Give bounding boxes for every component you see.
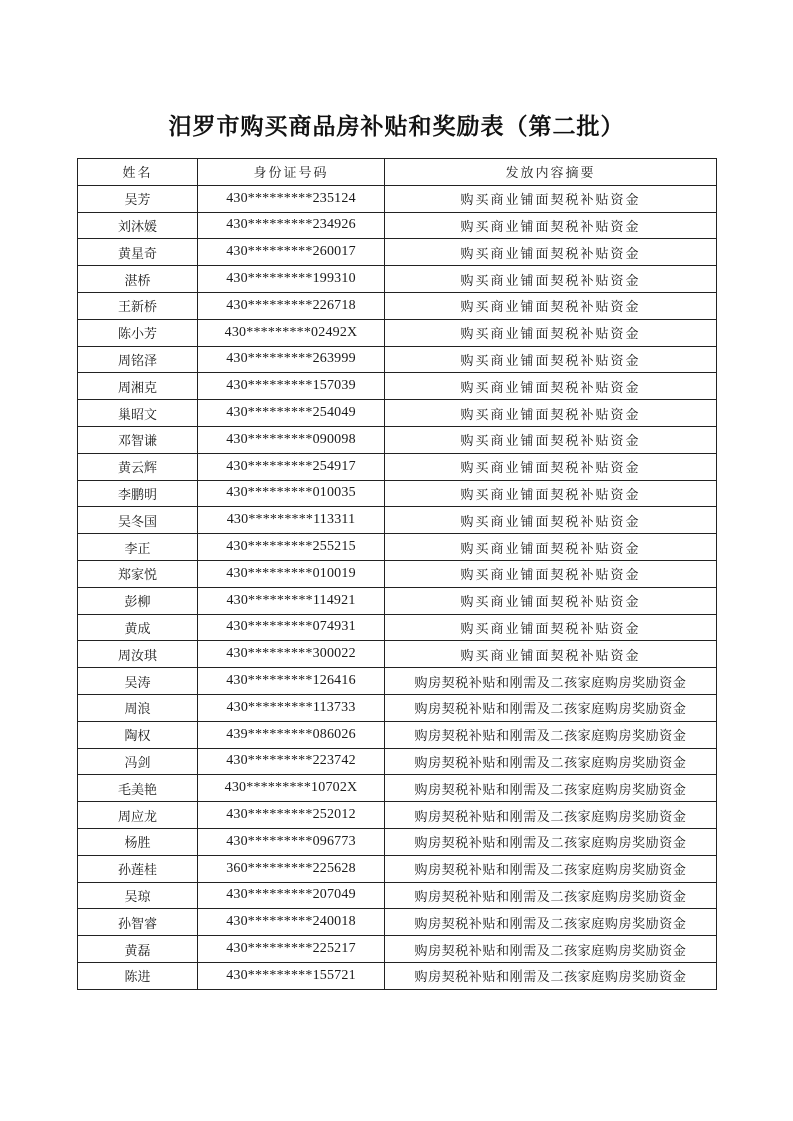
cell-name: 湛桥 [78,266,198,293]
cell-id-number: 430*********207049 [198,882,385,909]
cell-description: 购买商业铺面契税补贴资金 [385,614,717,641]
cell-description: 购买商业铺面契税补贴资金 [385,185,717,212]
cell-id-number: 430*********226718 [198,292,385,319]
cell-name: 邓智谦 [78,426,198,453]
cell-id-number: 430*********114921 [198,587,385,614]
cell-description: 购房契税补贴和刚需及二孩家庭购房奖励资金 [385,694,717,721]
table-row [78,802,717,829]
cell-name: 黄磊 [78,936,198,963]
cell-name: 黄星奇 [78,239,198,266]
cell-description: 购房契税补贴和刚需及二孩家庭购房奖励资金 [385,828,717,855]
cell-name: 刘沐媛 [78,212,198,239]
table-header-row [78,159,717,186]
cell-description: 购买商业铺面契税补贴资金 [385,212,717,239]
table-row [78,292,717,319]
cell-description: 购房契税补贴和刚需及二孩家庭购房奖励资金 [385,802,717,829]
cell-name: 孙智睿 [78,909,198,936]
cell-description: 购买商业铺面契税补贴资金 [385,319,717,346]
table-row [78,721,717,748]
cell-name: 吴涛 [78,668,198,695]
cell-name: 孙莲桂 [78,855,198,882]
cell-id-number: 430*********113733 [198,694,385,721]
cell-name: 黄成 [78,614,198,641]
table-row [78,346,717,373]
cell-name: 陶权 [78,721,198,748]
cell-name: 周铭泽 [78,346,198,373]
cell-description: 购房契税补贴和刚需及二孩家庭购房奖励资金 [385,721,717,748]
column-header-id-number: 身份证号码 [198,159,385,186]
cell-description: 购买商业铺面契税补贴资金 [385,266,717,293]
cell-description: 购房契税补贴和刚需及二孩家庭购房奖励资金 [385,936,717,963]
subsidy-table [77,158,717,990]
table-row [78,453,717,480]
cell-description: 购房契税补贴和刚需及二孩家庭购房奖励资金 [385,855,717,882]
cell-name: 王新桥 [78,292,198,319]
cell-name: 彭柳 [78,587,198,614]
page-title: 汨罗市购买商品房补贴和奖励表（第二批） [168,114,625,140]
cell-id-number: 430*********263999 [198,346,385,373]
cell-name: 吴芳 [78,185,198,212]
cell-id-number: 430*********254917 [198,453,385,480]
cell-id-number: 430*********234926 [198,212,385,239]
cell-name: 周浪 [78,694,198,721]
table-row [78,775,717,802]
cell-id-number: 430*********199310 [198,266,385,293]
cell-description: 购买商业铺面契税补贴资金 [385,480,717,507]
table-row [78,560,717,587]
cell-description: 购买商业铺面契税补贴资金 [385,587,717,614]
table-row [78,882,717,909]
cell-id-number: 430*********010035 [198,480,385,507]
cell-name: 周汝琪 [78,641,198,668]
cell-id-number: 430*********225217 [198,936,385,963]
cell-description: 购买商业铺面契税补贴资金 [385,239,717,266]
cell-id-number: 430*********223742 [198,748,385,775]
cell-description: 购房契税补贴和刚需及二孩家庭购房奖励资金 [385,748,717,775]
cell-id-number: 430*********074931 [198,614,385,641]
cell-id-number: 439*********086026 [198,721,385,748]
table-row [78,694,717,721]
cell-name: 巢昭文 [78,400,198,427]
table-row [78,962,717,989]
cell-name: 杨胜 [78,828,198,855]
cell-id-number: 430*********155721 [198,962,385,989]
cell-id-number: 430*********157039 [198,373,385,400]
table-row [78,641,717,668]
cell-name: 陈进 [78,962,198,989]
cell-id-number: 430*********010019 [198,560,385,587]
table-row [78,748,717,775]
cell-id-number: 430*********254049 [198,400,385,427]
cell-name: 毛美艳 [78,775,198,802]
cell-name: 周湘克 [78,373,198,400]
cell-id-number: 430*********240018 [198,909,385,936]
table-row [78,480,717,507]
cell-id-number: 360*********225628 [198,855,385,882]
table-row [78,400,717,427]
cell-name: 李正 [78,534,198,561]
cell-id-number: 430*********255215 [198,534,385,561]
cell-id-number: 430*********260017 [198,239,385,266]
table-row [78,668,717,695]
cell-id-number: 430*********113311 [198,507,385,534]
cell-id-number: 430*********252012 [198,802,385,829]
table-row [78,828,717,855]
cell-description: 购买商业铺面契税补贴资金 [385,292,717,319]
table-row [78,373,717,400]
column-header-name: 姓名 [78,159,198,186]
cell-description: 购房契税补贴和刚需及二孩家庭购房奖励资金 [385,775,717,802]
cell-description: 购买商业铺面契税补贴资金 [385,346,717,373]
cell-id-number: 430*********02492X [198,319,385,346]
table-row [78,507,717,534]
cell-description: 购买商业铺面契税补贴资金 [385,373,717,400]
cell-description: 购买商业铺面契税补贴资金 [385,400,717,427]
cell-description: 购房契税补贴和刚需及二孩家庭购房奖励资金 [385,668,717,695]
cell-description: 购房契税补贴和刚需及二孩家庭购房奖励资金 [385,882,717,909]
cell-name: 陈小芳 [78,319,198,346]
cell-description: 购买商业铺面契税补贴资金 [385,453,717,480]
cell-id-number: 430*********126416 [198,668,385,695]
cell-description: 购买商业铺面契税补贴资金 [385,507,717,534]
table-row [78,587,717,614]
cell-name: 周应龙 [78,802,198,829]
cell-description: 购买商业铺面契税补贴资金 [385,641,717,668]
cell-id-number: 430*********090098 [198,426,385,453]
column-header-description: 发放内容摘要 [385,159,717,186]
table-row [78,614,717,641]
cell-id-number: 430*********096773 [198,828,385,855]
subsidy-table-container [77,158,716,990]
table-row [78,936,717,963]
cell-id-number: 430*********235124 [198,185,385,212]
table-row [78,855,717,882]
table-row [78,909,717,936]
table-row [78,534,717,561]
table-row [78,266,717,293]
cell-name: 吴琼 [78,882,198,909]
table-row [78,239,717,266]
cell-name: 郑家悦 [78,560,198,587]
cell-name: 冯剑 [78,748,198,775]
table-row [78,212,717,239]
cell-description: 购买商业铺面契税补贴资金 [385,426,717,453]
cell-description: 购房契税补贴和刚需及二孩家庭购房奖励资金 [385,909,717,936]
table-row [78,319,717,346]
table-body [78,185,717,989]
cell-description: 购房契税补贴和刚需及二孩家庭购房奖励资金 [385,962,717,989]
table-row [78,426,717,453]
cell-id-number: 430*********10702X [198,775,385,802]
cell-id-number: 430*********300022 [198,641,385,668]
cell-name: 黄云辉 [78,453,198,480]
cell-description: 购买商业铺面契税补贴资金 [385,534,717,561]
cell-name: 吴冬国 [78,507,198,534]
cell-name: 李鹏明 [78,480,198,507]
cell-description: 购买商业铺面契税补贴资金 [385,560,717,587]
table-row [78,185,717,212]
